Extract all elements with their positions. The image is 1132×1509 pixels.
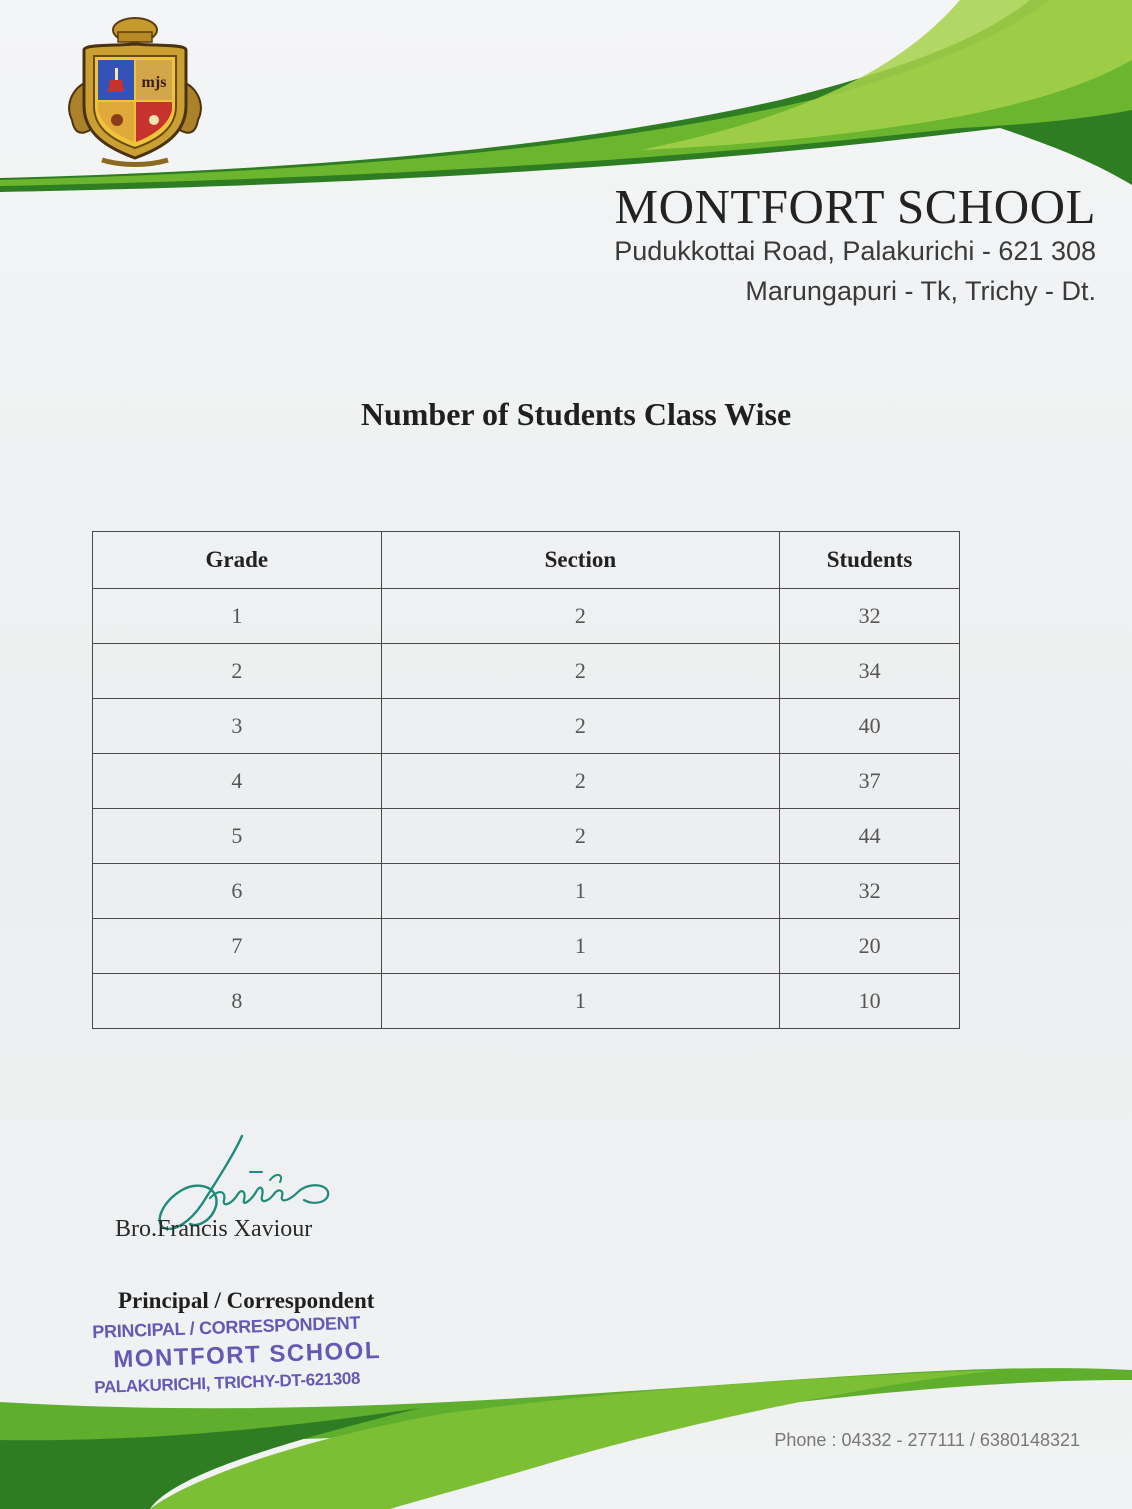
table-row [93,644,960,699]
grade-cell: 3 [93,699,382,754]
crest-monogram: mjs [141,74,167,91]
students-cell: 37 [780,754,960,809]
table-header-row [93,532,960,589]
section-cell: 2 [381,754,779,809]
column-header-section: Section [381,532,779,589]
section-cell: 1 [381,919,779,974]
grade-cell: 8 [93,974,382,1029]
students-cell: 20 [780,919,960,974]
table-row [93,919,960,974]
school-name: MONTFORT SCHOOL [614,179,1096,234]
students-cell: 44 [780,809,960,864]
students-cell: 32 [780,864,960,919]
section-cell: 1 [381,864,779,919]
students-cell: 34 [780,644,960,699]
rubber-stamp [92,1312,382,1398]
grade-cell: 2 [93,644,382,699]
table-row [93,699,960,754]
signatory-name: Bro.Francis Xaviour [115,1216,313,1242]
section-cell: 2 [381,699,779,754]
grade-cell: 1 [93,589,382,644]
section-cell: 1 [381,974,779,1029]
stamp-line-3: PALAKURICHI, TRICHY-DT-621308 [93,1368,361,1397]
students-cell: 10 [780,974,960,1029]
column-header-students: Students [780,532,960,589]
grade-cell: 5 [93,809,382,864]
column-header-grade: Grade [93,532,382,589]
table-row [93,809,960,864]
table-row [93,974,960,1029]
students-table [92,531,960,1029]
stamp-line-2: MONTFORT SCHOOL [112,1336,382,1374]
table-row [93,754,960,809]
school-crest-logo [62,10,208,170]
grade-cell: 4 [93,754,382,809]
section-cell: 2 [381,589,779,644]
section-cell: 2 [381,644,779,699]
school-address-line-1: Pudukkottai Road, Palakurichi - 621 308 [614,236,1096,266]
table-row [93,589,960,644]
signatory-role: Principal / Correspondent [118,1288,375,1313]
section-cell: 2 [381,809,779,864]
school-address-line-2: Marungapuri - Tk, Trichy - Dt. [745,276,1096,306]
grade-cell: 7 [93,919,382,974]
document-title: Number of Students Class Wise [360,396,792,432]
table-row [93,864,960,919]
stamp-line-1: PRINCIPAL / CORRESPONDENT [92,1312,361,1342]
grade-cell: 6 [93,864,382,919]
phone-footer: Phone : 04332 - 277111 / 6380148321 [774,1430,1080,1450]
students-cell: 32 [780,589,960,644]
students-cell: 40 [780,699,960,754]
